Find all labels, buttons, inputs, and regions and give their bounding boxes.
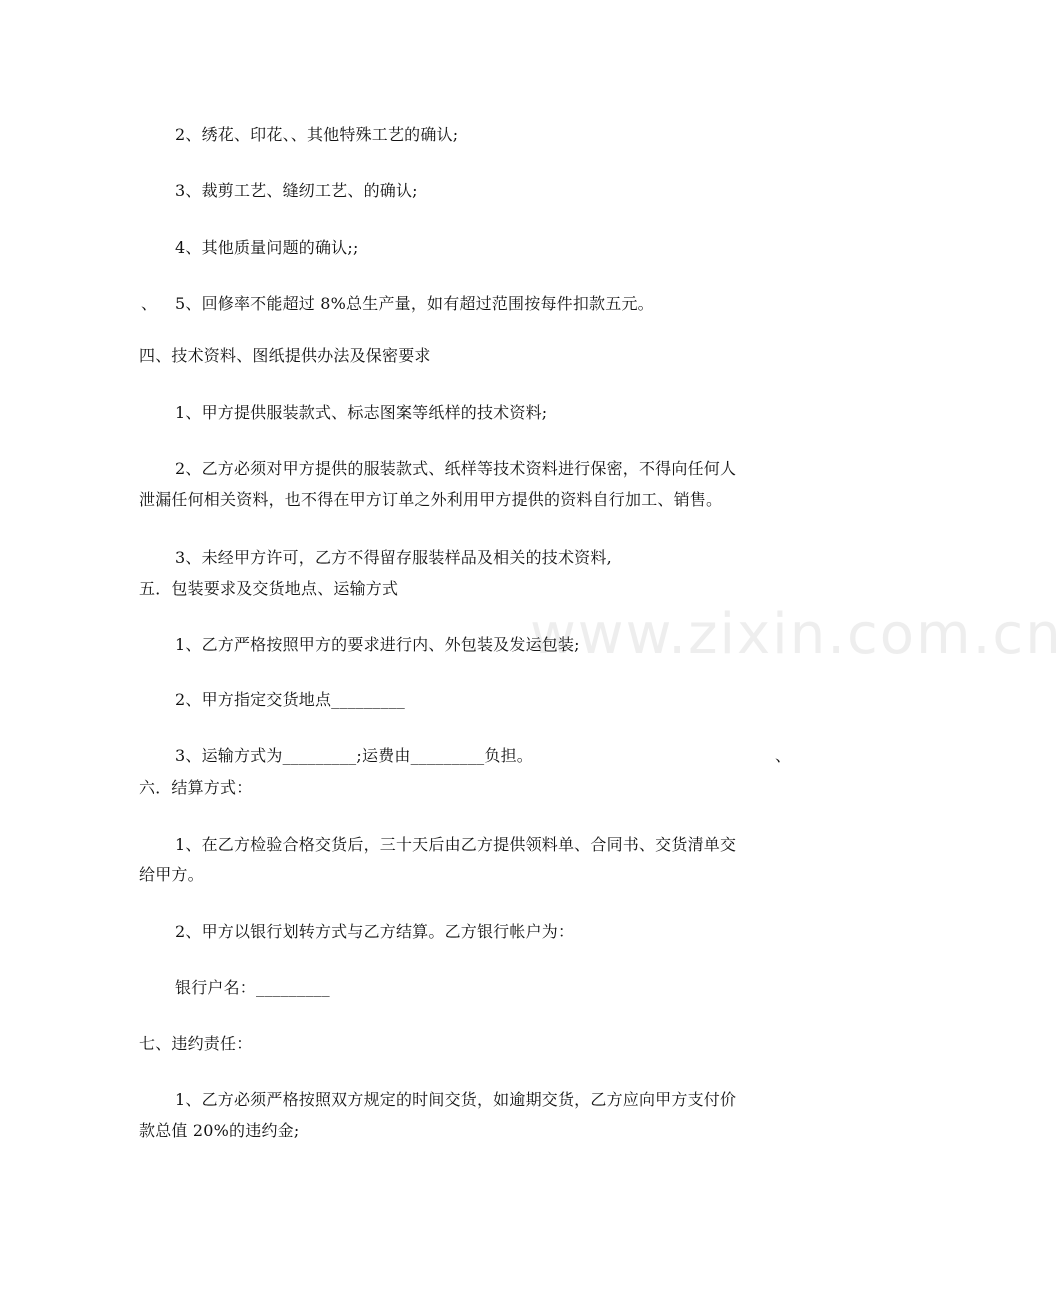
clause-7-item-1-line-1: 1、乙方必须严格按照双方规定的时间交货，如逾期交货，乙方应向甲方支付价 bbox=[175, 1090, 737, 1109]
clause-4-item-2-line-1: 2、乙方必须对甲方提供的服装款式、纸样等技术资料进行保密，不得向任何人 bbox=[175, 459, 737, 478]
stray-mark: 、 bbox=[141, 294, 158, 313]
clause-7-item-1-line-2: 款总值 20%的违约金; bbox=[139, 1121, 300, 1140]
clause-5-item-3: 3、运输方式为_________;运费由_________负担。 bbox=[175, 746, 533, 765]
clause-3-item-5: 5、回修率不能超过 8%总生产量，如有超过范围按每件扣款五元。 bbox=[175, 294, 654, 313]
section-7-heading: 七、违约责任： bbox=[139, 1034, 253, 1053]
bank-account-name: 银行户名：_________ bbox=[175, 978, 330, 997]
clause-4-item-2-line-2: 泄漏任何相关资料，也不得在甲方订单之外利用甲方提供的资料自行加工、销售。 bbox=[139, 490, 723, 509]
clause-6-item-1-line-2: 给甲方。 bbox=[139, 865, 204, 884]
section-6-heading: 六．结算方式： bbox=[139, 778, 253, 797]
section-5-heading: 五．包装要求及交货地点、运输方式 bbox=[139, 579, 399, 598]
stray-mark-right: 、 bbox=[775, 746, 792, 765]
clause-5-item-2: 2、甲方指定交货地点_________ bbox=[175, 690, 405, 709]
clause-3-item-3: 3、裁剪工艺、缝纫工艺、的确认; bbox=[175, 181, 418, 200]
clause-3-item-2: 2、绣花、印花、、其他特殊工艺的确认; bbox=[175, 125, 459, 144]
clause-3-item-4: 4、其他质量问题的确认;; bbox=[175, 238, 359, 257]
clause-4-item-1: 1、甲方提供服装款式、标志图案等纸样的技术资料; bbox=[175, 403, 548, 422]
watermark: www.zixin.com.cn bbox=[530, 602, 1063, 667]
clause-6-item-1-line-1: 1、在乙方检验合格交货后，三十天后由乙方提供领料单、合同书、交货清单交 bbox=[175, 835, 737, 854]
section-4-heading: 四、技术资料、图纸提供办法及保密要求 bbox=[139, 346, 431, 365]
clause-6-item-2: 2、甲方以银行划转方式与乙方结算。乙方银行帐户为： bbox=[175, 922, 575, 941]
clause-4-item-3: 3、未经甲方许可，乙方不得留存服装样品及相关的技术资料, bbox=[175, 548, 612, 567]
clause-5-item-1: 1、乙方严格按照甲方的要求进行内、外包装及发运包装; bbox=[175, 635, 580, 654]
